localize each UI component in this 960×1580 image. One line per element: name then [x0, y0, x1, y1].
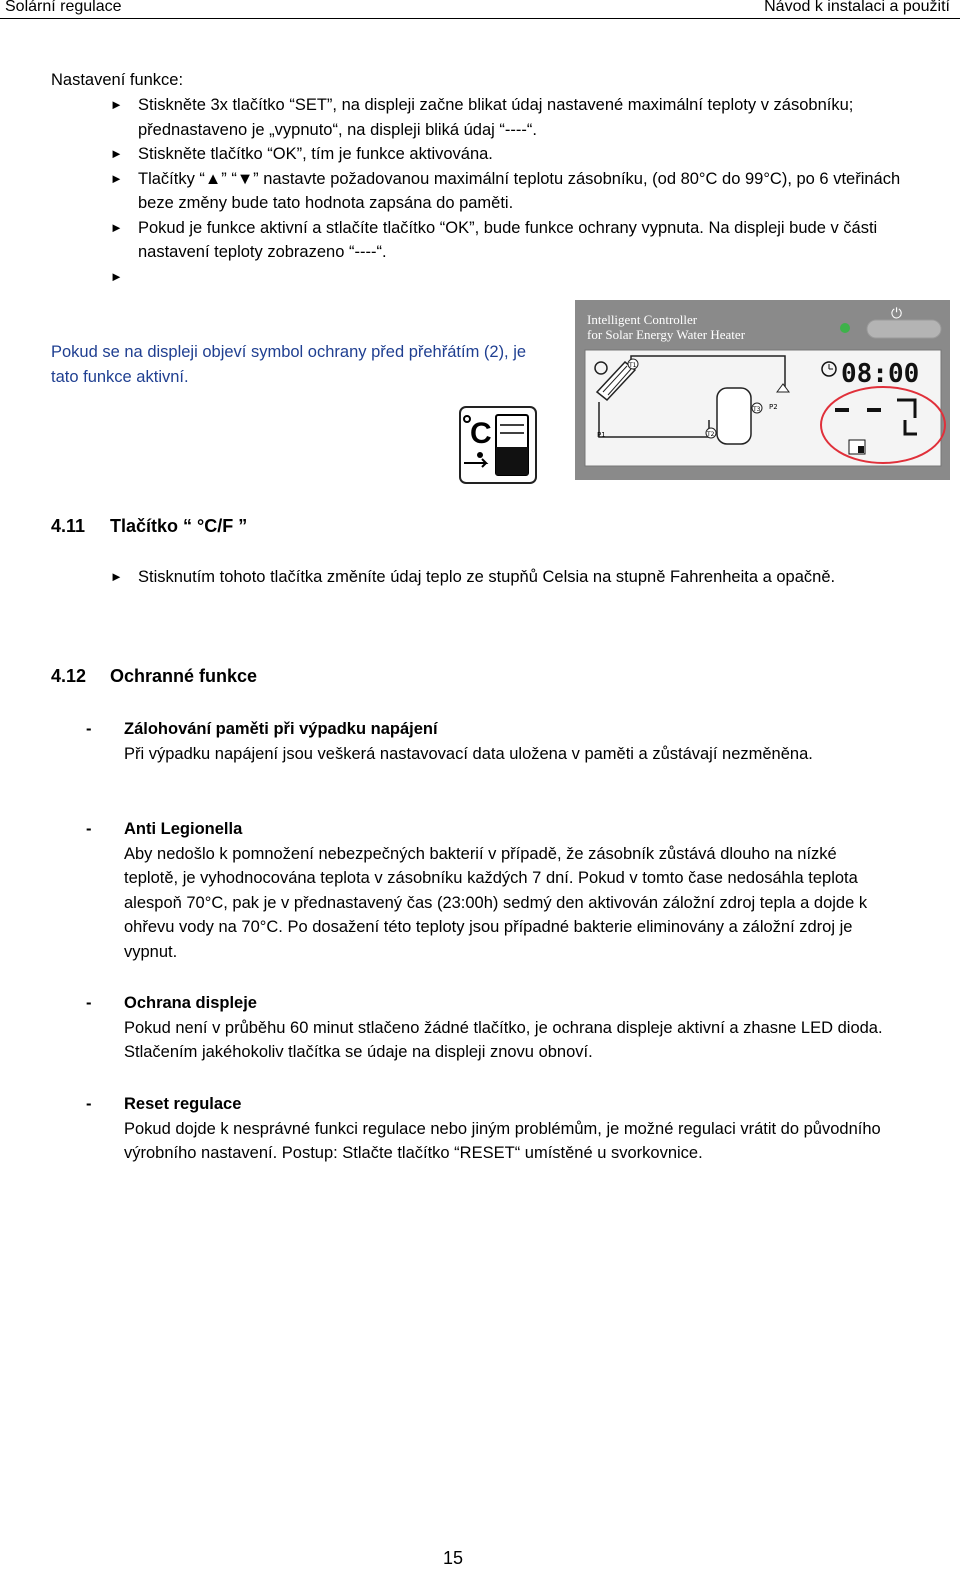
sensor-label: T2: [707, 431, 715, 438]
celsius-unit: C: [470, 417, 492, 450]
bullet-text: Stiskněte tlačítko “OK”, tím je funkce aktivována.: [138, 145, 493, 163]
page-number: 15: [442, 1548, 464, 1568]
settings-heading: Nastavení funkce:: [51, 71, 184, 89]
pump-label: P2: [769, 403, 778, 411]
function-title: Ochrana displeje: [124, 994, 257, 1012]
storage-tank-icon: [717, 388, 751, 444]
section-4-12-heading: [51, 664, 257, 688]
list-item: [0, 265, 868, 289]
sensor-label: T1: [629, 362, 637, 369]
dash-marker: -: [86, 820, 92, 838]
protection-function-item: [86, 717, 916, 766]
protection-function-item: [86, 817, 916, 964]
overheat-note: Pokud se na displeji objeví symbol ochrany před přehřátím (2), je tato funkce aktivní.: [51, 343, 527, 386]
power-icon: ⏻: [891, 306, 903, 322]
function-text: Aby nedošlo k pomnožení nebezpečných bakterií v případě, že zásobník zůstává dlouho na nízké teplotě, je vyhodnocována teplota v zásobníku každých 7 dní. Pokud v tomto čase nedosáhla teplota alespoň 70°C, pak je v přednastavený čas (23:00h) sedmý den aktivován záložní zdroj tepla a dojde k ohřevu vody na 70°C. Po dosažení této teploty jsou případné bakterie eliminovány a záložní zdroj je vypnut.: [124, 844, 868, 961]
function-text: Pokud dojde k nesprávné funkci regulace nebo jiným problémům, je možné regulaci vrátit do původního výrobního nastavení. Postup: Stlačte tlačítko “RESET“ umístěné u svorkovnice.: [124, 1119, 881, 1162]
bullet-text: Stiskněte 3x tlačítko “SET”, na displeji začne blikat údaj nastavené maximální teploty v zásobníku; přednastaveno je „vypnuto“, na displeji bliká údaj “----“.: [138, 96, 854, 139]
bullet-text: Pokud je funkce aktivní a stlačíte tlačítko “OK”, bude funkce ochrany vypnuta. Na displeji bude v části nastavení teploty zobrazeno “----“.: [138, 218, 878, 261]
function-text: Pokud není v průběhu 60 minut stlačeno žádné tlačítko, je ochrana displeje aktivní a zhasne LED dioda. Stlačením jakéhokoliv tlačítka se údaje na displeji znovu obnoví.: [124, 1018, 883, 1061]
settings-bullets: [0, 93, 960, 289]
header-right-title: Návod k instalaci a použití: [764, 0, 950, 15]
list-item: [0, 93, 868, 142]
dash-marker: -: [86, 1095, 92, 1113]
function-title: Anti Legionella: [124, 820, 243, 838]
controller-title-line1: Intelligent Controller: [587, 312, 698, 327]
page-header: [0, 0, 960, 19]
sensor-label: T3: [753, 406, 761, 413]
bullet-arrow-icon: ►: [110, 268, 123, 284]
section-title: Ochranné funkce: [110, 666, 258, 686]
bullet-arrow-icon: ►: [110, 219, 123, 235]
function-title: Reset regulace: [124, 1095, 242, 1113]
pump-label: P1: [597, 431, 606, 439]
function-title: Zálohování paměti při výpadku napájení: [124, 720, 438, 738]
controller-display-panel: [575, 300, 950, 480]
power-button[interactable]: [867, 320, 941, 338]
bullet-arrow-icon: ►: [110, 170, 123, 186]
protection-function-item: [86, 1092, 916, 1166]
list-item: [0, 167, 908, 216]
bullet-arrow-icon: ►: [110, 146, 123, 161]
bullet-text: Tlačítky “▲” “▼” nastavte požadovanou maximální teplotu zásobníku, (od 80°C do 99°C), po 6 vteřinách beze změny bude tato hodnota zapsána do paměti.: [138, 169, 901, 212]
display-time: 08:00: [841, 359, 920, 389]
list-item: [0, 142, 868, 167]
bullet-arrow-icon: ►: [110, 569, 123, 584]
dash-marker: -: [86, 720, 92, 738]
controller-illustration: [575, 300, 950, 480]
bullet-arrow-icon: ►: [110, 97, 123, 112]
list-item: [110, 565, 878, 590]
bullet-text: Stisknutím tohoto tlačítka změníte údaj teplo ze stupňů Celsia na stupně Fahrenheita a opačně.: [138, 568, 836, 586]
overheat-symbol: [458, 405, 538, 485]
controller-title-line2: for Solar Energy Water Heater: [587, 327, 746, 342]
section-number: 4.12: [51, 666, 87, 686]
protection-function-item: [86, 991, 916, 1065]
list-item: [0, 216, 878, 265]
dash-marker: -: [86, 994, 92, 1012]
section-number: 4.11: [51, 516, 86, 536]
header-left-title: Solární regulace: [5, 0, 122, 15]
function-text: Při výpadku napájení jsou veškerá nastavovací data uložena v paměti a zůstávají nezměněna.: [124, 744, 813, 763]
section-4-11-heading: [51, 514, 247, 538]
section-title: Tlačítko “ °C/F ”: [110, 516, 248, 536]
overheat-symbol-icon: [458, 405, 538, 485]
led-indicator: [840, 323, 850, 333]
